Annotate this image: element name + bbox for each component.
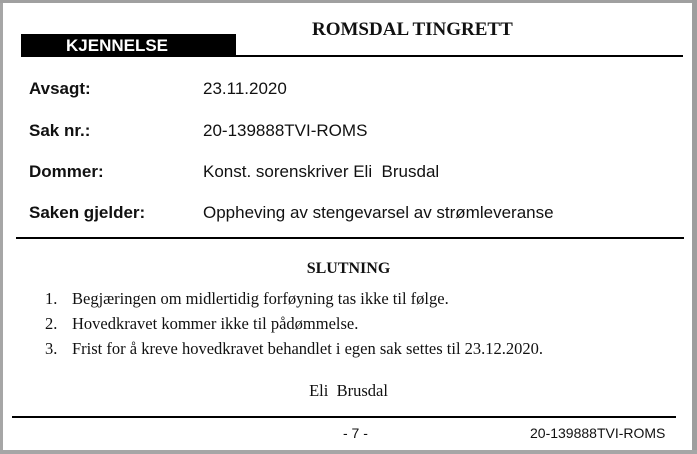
meta-value-case-number: 20-139888TVI-ROMS [203,121,368,140]
footer-divider [12,416,676,418]
ruling-item-number: 2. [45,314,58,333]
meta-value-avsagt: 23.11.2020 [203,79,287,98]
ruling-item-text: Frist for å kreve hovedkravet behandlet i egen sak settes til 23.12.2020. [72,339,544,358]
ruling-title: SLUTNING [306,260,391,277]
meta-label-avsagt: Avsagt: [29,79,91,98]
header-divider [21,55,683,57]
ruling-item [45,289,449,309]
meta-value-judge: Konst. sorenskriver Eli Brusdal [203,162,440,181]
ruling-item-number: 1. [45,289,58,308]
meta-label-case-number: Sak nr.: [29,121,91,140]
ruling-item [45,339,543,359]
ruling-item [45,314,358,334]
ruling-item-number: 3. [45,339,58,358]
ruling-item-text: Begjæringen om midlertidig forføyning tas ikke til følge. [72,289,449,308]
court-name: ROMSDAL TINGRETT [312,19,513,40]
document-type-banner: KJENNELSE [21,34,236,55]
meta-value-subject: Oppheving av stengevarsel av strømleveranse [203,203,554,222]
meta-divider [16,237,684,239]
meta-label-judge: Dommer: [29,162,104,181]
footer-case-number: 20-139888TVI-ROMS [530,425,666,441]
meta-label-subject: Saken gjelder: [29,203,146,222]
frame-bottom [0,450,697,454]
page-number: - 7 - [343,425,368,441]
ruling-item-text: Hovedkravet kommer ikke til pådømmelse. [72,314,359,333]
judge-signature: Eli Brusdal [309,381,388,400]
